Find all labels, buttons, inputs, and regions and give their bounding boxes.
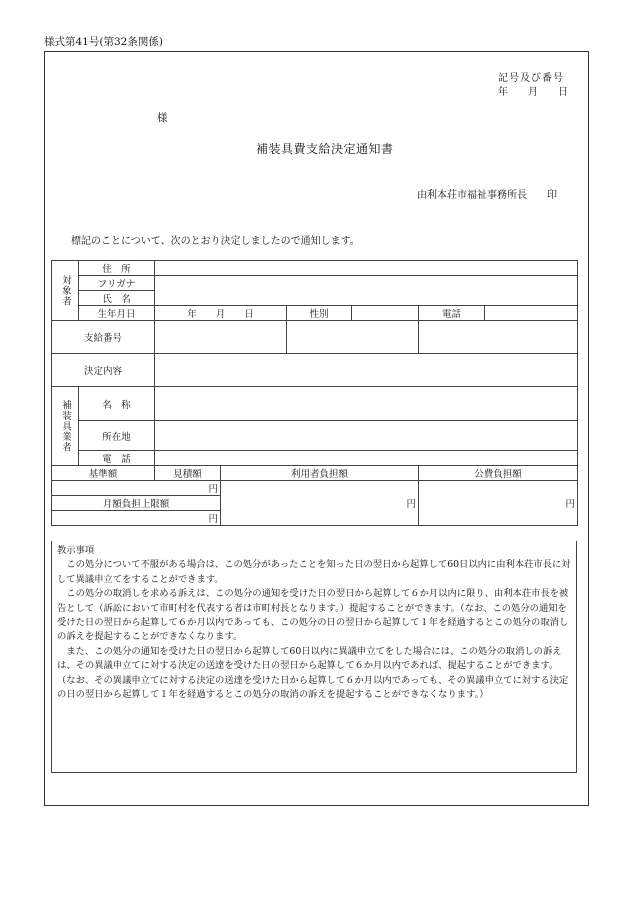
issuer-name: 由利本荘市福祉事務所長 xyxy=(417,190,527,201)
phone-label: 電話 xyxy=(419,306,485,321)
notice-heading: 教示事項 xyxy=(57,545,95,556)
form-number: 様式第41号(第32条関係) xyxy=(44,36,163,48)
decision-label: 決定内容 xyxy=(52,354,155,387)
notice-paragraph-1: この処分について不服がある場合は、この処分があったことを知った日の翌日から起算して60日以内に由利本荘市長に対して異議申立てをすることができます。 xyxy=(57,559,571,585)
birthdate-field[interactable]: 年 月 日 xyxy=(155,306,287,321)
vendor-name-field[interactable] xyxy=(155,387,578,421)
address-label: 住 所 xyxy=(79,261,155,276)
intro-text: 標記のことについて、次のとおり決定しましたので通知します。 xyxy=(71,236,360,247)
seal-mark: 印 xyxy=(547,190,557,201)
vendor-phone-field[interactable] xyxy=(155,451,578,466)
vendor-phone-label: 電 話 xyxy=(79,451,155,466)
vendor-location-label: 所在地 xyxy=(79,421,155,451)
address-field[interactable] xyxy=(155,261,578,276)
payment-number-label: 支給番号 xyxy=(52,321,155,354)
payment-number-field-3[interactable] xyxy=(419,321,578,354)
vendor-name-label: 名 称 xyxy=(79,387,155,421)
decision-field[interactable] xyxy=(155,354,578,387)
monthly-cap-label: 月額負担上限額 xyxy=(52,496,221,511)
monthly-cap-yen[interactable]: 円 xyxy=(52,511,221,526)
gender-field[interactable] xyxy=(352,306,419,321)
reference-number-label: 記号及び番号 xyxy=(498,73,564,84)
details-table xyxy=(51,260,578,526)
estimate-label: 見積額 xyxy=(155,466,221,481)
vendor-group-label: 補装具業者 xyxy=(52,387,79,466)
name-field[interactable] xyxy=(155,276,578,306)
document-title: 補装具費支給決定通知書 xyxy=(256,142,394,156)
date-line: 年 月 日 xyxy=(498,87,568,98)
notice-paragraph-3: また、この処分の通知を受けた日の翌日から起算して60日以内に異議申立てをした場合には、この処分の取消しの訴えは、その異議申立てに対する決定の送達を受けた日の翌日から起算して６か月以内であれば、提起することができます。（なお、その異議申立てに対する決定の送達を受けた日から起算して６か月以内であっても、その異議申立てに対する決定の日の翌日から起算して１年を経過するとこの処分の取消の訴えを提起することができなくなります。） xyxy=(57,645,569,701)
user-burden-label: 利用者負担額 xyxy=(221,466,419,481)
public-burden-yen[interactable]: 円 xyxy=(419,481,578,526)
gender-label: 性別 xyxy=(287,306,352,321)
phone-field[interactable] xyxy=(485,306,578,321)
base-amount-yen[interactable]: 円 xyxy=(52,481,221,496)
public-burden-label: 公費負担額 xyxy=(419,466,578,481)
payment-number-field-1[interactable] xyxy=(155,321,287,354)
base-amount-label: 基準額 xyxy=(52,466,155,481)
name-label: 氏 名 xyxy=(79,291,155,306)
notice-section xyxy=(51,541,577,773)
addressee-suffix: 様 xyxy=(157,112,168,124)
notice-paragraph-2: この処分の取消しを求める訴えは、この処分の通知を受けた日の翌日から起算して６か月以内に限り、由利本荘市長を被告として（訴訟において市町村を代表する者は市町村長となります。）提起することができます。（なお、この処分の通知を受けた日の翌日から起算して６か月以内であっても、この処分の日の翌日から起算して１年を経過するとこの処分の取消しの訴えを提起することができなくなります。 xyxy=(57,588,569,643)
user-burden-yen[interactable]: 円 xyxy=(221,481,419,526)
birthdate-label: 生年月日 xyxy=(79,306,155,321)
vendor-location-field[interactable] xyxy=(155,421,578,451)
subject-group-label: 対象者 xyxy=(52,261,79,321)
payment-number-field-2[interactable] xyxy=(287,321,419,354)
furigana-label: フリガナ xyxy=(79,276,155,291)
